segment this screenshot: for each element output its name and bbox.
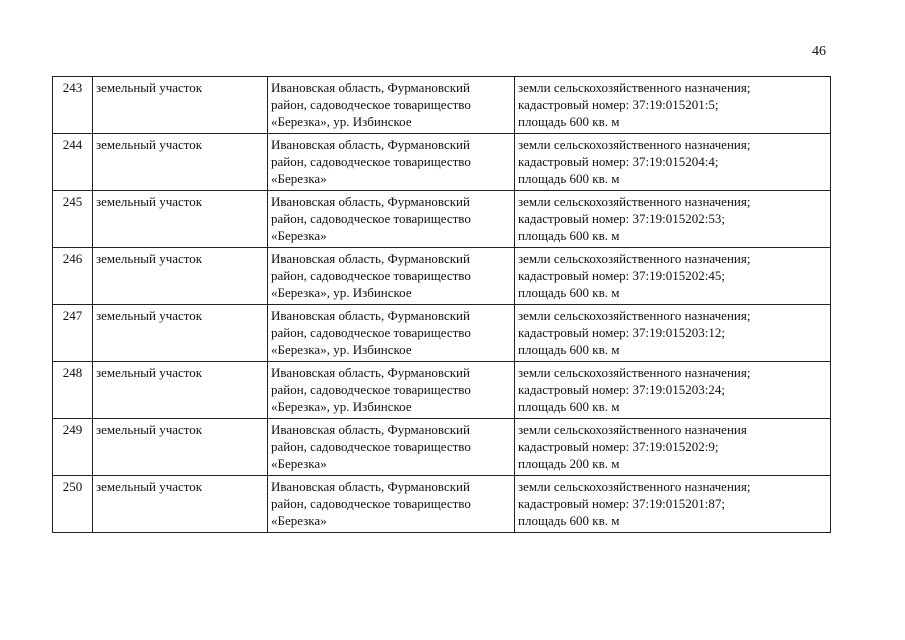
row-number: 244 (53, 134, 93, 191)
address-line: «Березка» (271, 228, 327, 243)
cadastral-number: кадастровый номер: 37:19:015201:87; (518, 496, 725, 511)
plot-area: площадь 600 кв. м (518, 114, 620, 129)
object-type: земельный участок (93, 77, 268, 134)
plot-area: площадь 600 кв. м (518, 513, 620, 528)
address-cell (268, 419, 515, 476)
object-type: земельный участок (93, 191, 268, 248)
details-cell (515, 419, 831, 476)
address-line: Ивановская область, Фурмановский (271, 365, 470, 380)
address-line: «Березка» (271, 513, 327, 528)
cadastral-number: кадастровый номер: 37:19:015204:4; (518, 154, 719, 169)
address-cell (268, 362, 515, 419)
address-line: район, садоводческое товарищество (271, 496, 471, 511)
plot-area: площадь 200 кв. м (518, 456, 620, 471)
address-line: Ивановская область, Фурмановский (271, 308, 470, 323)
address-line: район, садоводческое товарищество (271, 97, 471, 112)
object-type: земельный участок (93, 305, 268, 362)
address-cell (268, 77, 515, 134)
address-cell (268, 248, 515, 305)
land-category: земли сельскохозяйственного назначения; (518, 80, 751, 95)
address-line: «Березка» (271, 171, 327, 186)
address-line: район, садоводческое товарищество (271, 154, 471, 169)
object-type: земельный участок (93, 134, 268, 191)
address-line: Ивановская область, Фурмановский (271, 479, 470, 494)
land-category: земли сельскохозяйственного назначения; (518, 308, 751, 323)
details-cell (515, 305, 831, 362)
object-type: земельный участок (93, 476, 268, 533)
address-cell (268, 191, 515, 248)
table-row (53, 77, 831, 134)
address-line: «Березка», ур. Избинское (271, 285, 412, 300)
plot-area: площадь 600 кв. м (518, 228, 620, 243)
plot-area: площадь 600 кв. м (518, 171, 620, 186)
cadastral-number: кадастровый номер: 37:19:015203:24; (518, 382, 725, 397)
address-line: «Березка», ур. Избинское (271, 399, 412, 414)
address-line: Ивановская область, Фурмановский (271, 194, 470, 209)
cadastral-number: кадастровый номер: 37:19:015202:45; (518, 268, 725, 283)
table-row (53, 476, 831, 533)
row-number: 245 (53, 191, 93, 248)
details-cell (515, 476, 831, 533)
address-cell (268, 305, 515, 362)
cadastral-number: кадастровый номер: 37:19:015203:12; (518, 325, 725, 340)
object-type: земельный участок (93, 419, 268, 476)
address-cell (268, 134, 515, 191)
address-line: Ивановская область, Фурмановский (271, 137, 470, 152)
address-line: район, садоводческое товарищество (271, 382, 471, 397)
plot-area: площадь 600 кв. м (518, 399, 620, 414)
row-number: 249 (53, 419, 93, 476)
address-line: район, садоводческое товарищество (271, 268, 471, 283)
land-plot-table (52, 76, 831, 533)
table-row (53, 134, 831, 191)
row-number: 243 (53, 77, 93, 134)
land-category: земли сельскохозяйственного назначения; (518, 137, 751, 152)
land-category: земли сельскохозяйственного назначения; (518, 479, 751, 494)
address-line: «Березка», ур. Избинское (271, 114, 412, 129)
table-row (53, 248, 831, 305)
row-number: 250 (53, 476, 93, 533)
plot-area: площадь 600 кв. м (518, 342, 620, 357)
object-type: земельный участок (93, 248, 268, 305)
details-cell (515, 191, 831, 248)
address-line: Ивановская область, Фурмановский (271, 251, 470, 266)
object-type: земельный участок (93, 362, 268, 419)
table-row (53, 191, 831, 248)
page-number: 46 (812, 44, 826, 59)
land-category: земли сельскохозяйственного назначения; (518, 251, 751, 266)
land-category: земли сельскохозяйственного назначения (518, 422, 747, 437)
land-category: земли сельскохозяйственного назначения; (518, 365, 751, 380)
table-body (53, 77, 831, 533)
address-line: район, садоводческое товарищество (271, 439, 471, 454)
plot-area: площадь 600 кв. м (518, 285, 620, 300)
address-cell (268, 476, 515, 533)
cadastral-number: кадастровый номер: 37:19:015202:9; (518, 439, 719, 454)
address-line: район, садоводческое товарищество (271, 211, 471, 226)
cadastral-number: кадастровый номер: 37:19:015202:53; (518, 211, 725, 226)
details-cell (515, 77, 831, 134)
row-number: 248 (53, 362, 93, 419)
table-row (53, 305, 831, 362)
details-cell (515, 362, 831, 419)
cadastral-number: кадастровый номер: 37:19:015201:5; (518, 97, 719, 112)
table-row (53, 362, 831, 419)
land-category: земли сельскохозяйственного назначения; (518, 194, 751, 209)
address-line: «Березка», ур. Избинское (271, 342, 412, 357)
table-row (53, 419, 831, 476)
address-line: Ивановская область, Фурмановский (271, 422, 470, 437)
address-line: район, садоводческое товарищество (271, 325, 471, 340)
address-line: Ивановская область, Фурмановский (271, 80, 470, 95)
details-cell (515, 248, 831, 305)
row-number: 246 (53, 248, 93, 305)
details-cell (515, 134, 831, 191)
row-number: 247 (53, 305, 93, 362)
address-line: «Березка» (271, 456, 327, 471)
